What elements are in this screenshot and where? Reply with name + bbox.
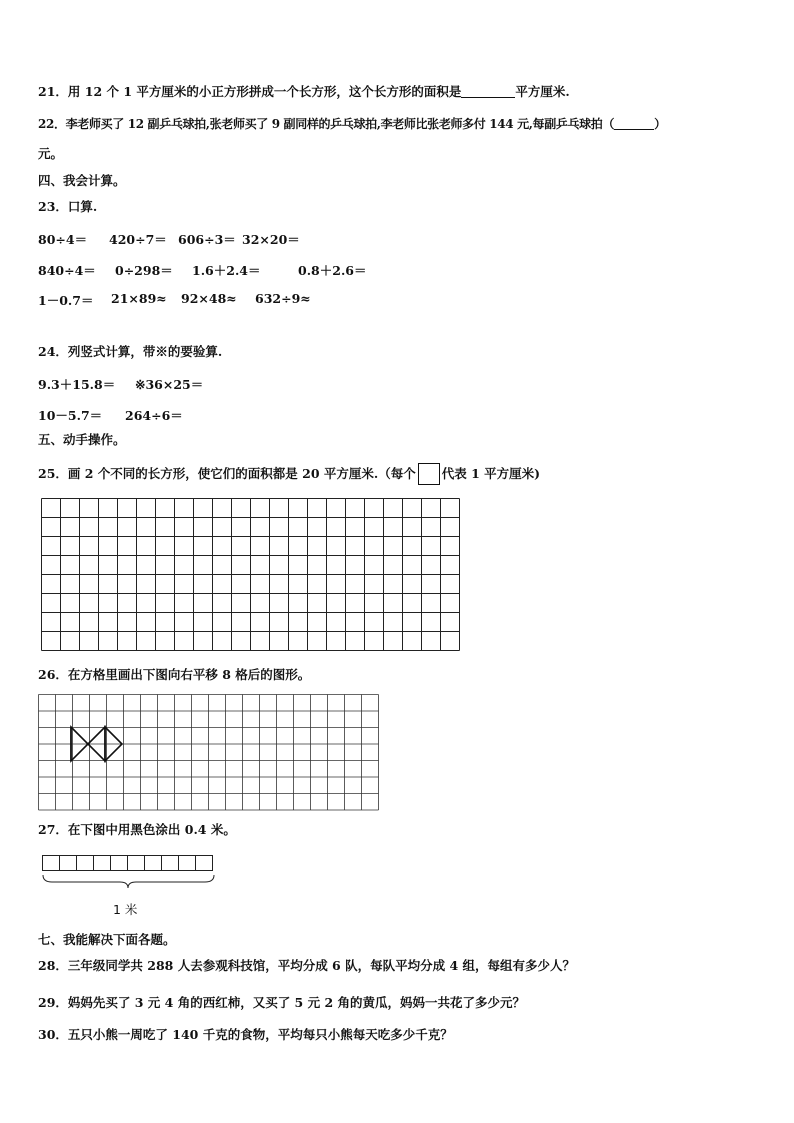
question-number: 30． xyxy=(38,1027,68,1042)
question-number: 26． xyxy=(38,667,68,682)
question-text: 三年级同学共 288 人去参观科技馆，平均分成 6 队，每队平均分成 4 组，每组有多少人？ xyxy=(67,958,576,973)
vertical-item: ※36×25＝ xyxy=(135,377,204,392)
question-text-end: ） xyxy=(654,117,666,131)
question-text-end: 平方厘米. xyxy=(515,84,570,99)
answer-blank[interactable] xyxy=(614,117,654,130)
question-23 xyxy=(38,199,97,215)
question-text-end: 代表 1 平方厘米) xyxy=(441,466,541,481)
strip-segment xyxy=(60,856,77,871)
question-28 xyxy=(38,958,575,974)
oral-item: 80÷4＝ xyxy=(38,232,88,247)
question-text: 用 12 个 1 平方厘米的小正方形拼成一个长方形，这个长方形的面积是 xyxy=(67,84,462,99)
strip-segment xyxy=(162,856,179,871)
oral-item: 1－0.7＝ xyxy=(38,293,94,308)
question-text: 列竖式计算，带※的要验算. xyxy=(67,344,223,359)
question-text: 李老师买了 12 副乒乓球拍,张老师买了 9 副同样的乒乓球拍,李老师比张老师多付 144 元,每副乒乓球拍（ xyxy=(65,117,615,131)
strip-segment xyxy=(179,856,196,871)
oral-item: 0.8＋2.6＝ xyxy=(298,263,367,278)
oral-item: 92×48≈ xyxy=(181,291,237,306)
question-text: 口算. xyxy=(67,199,98,214)
vertical-item: 9.3＋15.8＝ xyxy=(38,377,116,392)
strip-segment xyxy=(111,856,128,871)
oral-item: 606÷3＝ xyxy=(178,232,236,247)
question-number: 29． xyxy=(38,995,68,1010)
brace xyxy=(43,875,214,888)
vertical-item: 264÷6＝ xyxy=(125,408,183,423)
question-number: 24． xyxy=(38,344,68,359)
section-heading-5: 五、动手操作。 xyxy=(38,432,126,447)
vertical-item: 10－5.7＝ xyxy=(38,408,103,423)
oral-item: 1.6＋2.4＝ xyxy=(192,263,261,278)
question-22 xyxy=(38,116,666,132)
question-30 xyxy=(38,1027,453,1043)
question-text: 五只小熊一周吃了 140 千克的食物，平均每只小熊每天吃多少千克？ xyxy=(67,1027,453,1042)
drawing-grid-q25[interactable] xyxy=(41,498,459,650)
ruler-label: 1 米 xyxy=(113,902,138,917)
question-text: 在下图中用黑色涂出 0.4 米。 xyxy=(67,822,236,837)
question-number: 27． xyxy=(38,822,68,837)
question-text: 画 2 个不同的长方形，使它们的面积都是 20 平方厘米.（每个 xyxy=(67,466,416,481)
meter-strip[interactable] xyxy=(42,855,216,891)
question-25 xyxy=(38,463,540,485)
question-number: 21． xyxy=(38,84,68,99)
question-number: 22． xyxy=(38,117,66,131)
question-22-continuation: 元。 xyxy=(38,146,64,161)
translation-grid-q26[interactable] xyxy=(38,694,387,810)
strip-segment xyxy=(145,856,162,871)
oral-item: 32×20＝ xyxy=(242,232,300,247)
section-heading-4: 四、我会计算。 xyxy=(38,173,126,188)
question-27 xyxy=(38,822,236,838)
unit-square-legend xyxy=(418,463,440,485)
strip-segment xyxy=(43,856,60,871)
strip-segment xyxy=(94,856,111,871)
question-number: 28． xyxy=(38,958,68,973)
question-number: 25． xyxy=(38,466,68,481)
oral-item: 840÷4＝ xyxy=(38,263,96,278)
strip-segment xyxy=(128,856,145,871)
strip-segment xyxy=(77,856,94,871)
question-text: 在方格里画出下图向右平移 8 格后的图形。 xyxy=(67,667,311,682)
oral-item: 632÷9≈ xyxy=(255,291,311,306)
answer-blank[interactable] xyxy=(461,85,515,98)
strip-segment xyxy=(196,856,213,871)
oral-item: 420÷7＝ xyxy=(109,232,167,247)
section-heading-7: 七、我能解决下面各题。 xyxy=(38,932,176,947)
oral-item: 21×89≈ xyxy=(111,291,167,306)
question-21 xyxy=(38,84,570,100)
question-24 xyxy=(38,344,222,360)
question-text: 妈妈先买了 3 元 4 角的西红柿，又买了 5 元 2 角的黄瓜，妈妈一共花了多少元？ xyxy=(67,995,526,1010)
oral-item: 0÷298＝ xyxy=(115,263,173,278)
question-number: 23． xyxy=(38,199,68,214)
question-29 xyxy=(38,995,525,1011)
question-26 xyxy=(38,667,310,683)
